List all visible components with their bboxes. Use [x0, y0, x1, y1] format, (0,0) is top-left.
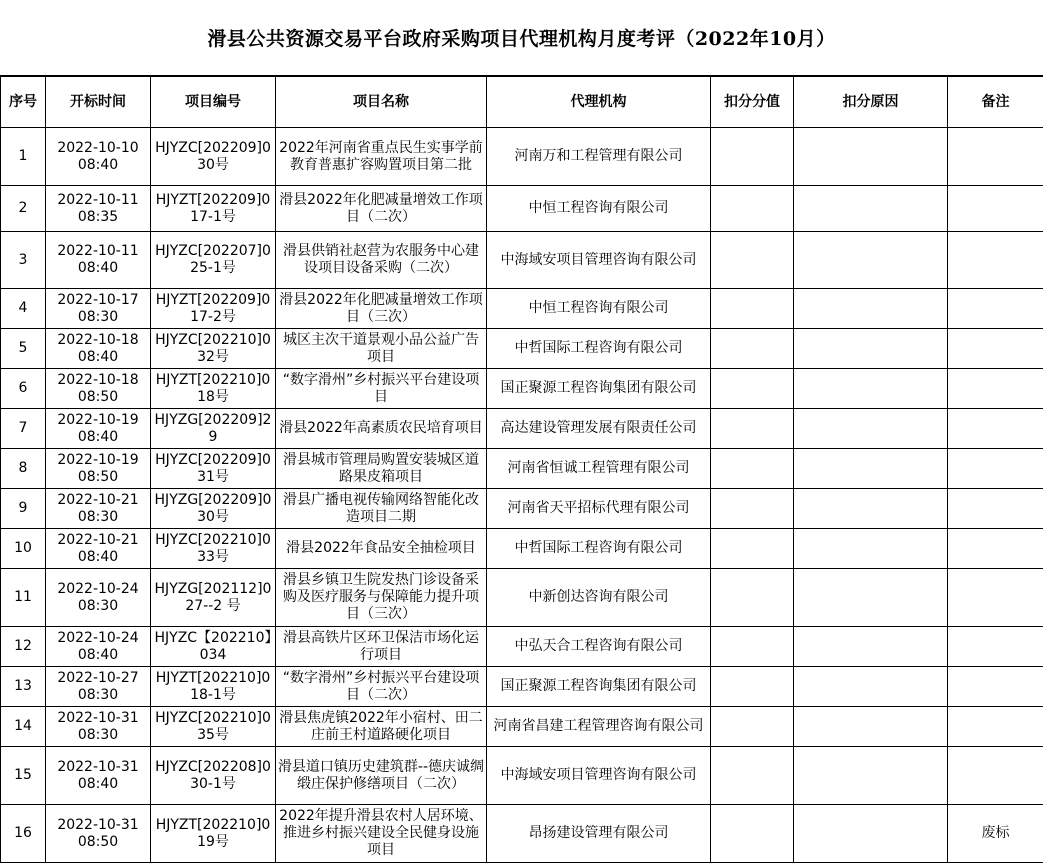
cell-reason [794, 747, 948, 805]
cell-agency: 中海域安项目管理咨询有限公司 [487, 747, 711, 805]
cell-score [711, 667, 794, 707]
cell-no: 16 [1, 805, 46, 863]
table-row [1, 747, 1043, 805]
cell-agency: 中哲国际工程咨询有限公司 [487, 329, 711, 369]
table-row [1, 569, 1043, 627]
cell-note: 废标 [948, 805, 1043, 863]
cell-clock: 08:50 [47, 389, 149, 406]
cell-agency: 昂扬建设管理有限公司 [487, 805, 711, 863]
cell-code: HJYZC[202210]032号 [151, 329, 276, 369]
cell-name: “数字滑州”乡村振兴平台建设项目（二次） [276, 667, 487, 707]
cell-score [711, 529, 794, 569]
cell-date: 2022-10-24 [47, 630, 149, 647]
cell-note [948, 529, 1043, 569]
cell-score [711, 329, 794, 369]
cell-time [46, 569, 151, 627]
cell-date: 2022-10-19 [47, 412, 149, 429]
cell-score [711, 369, 794, 409]
cell-agency: 河南省昌建工程管理咨询有限公司 [487, 707, 711, 747]
cell-clock: 08:40 [47, 260, 149, 277]
cell-date: 2022-10-31 [47, 817, 149, 834]
cell-time [46, 805, 151, 863]
cell-agency: 中恒工程咨询有限公司 [487, 289, 711, 329]
cell-clock: 08:40 [47, 429, 149, 446]
cell-code: HJYZC[202210]035号 [151, 707, 276, 747]
header-cell-name: 项目名称 [276, 77, 487, 128]
cell-reason [794, 707, 948, 747]
cell-name: 滑县道口镇历史建筑群--德庆诚绸缎庄保护修缮项目（二次） [276, 747, 487, 805]
cell-note [948, 449, 1043, 489]
cell-reason [794, 232, 948, 289]
table-row [1, 489, 1043, 529]
cell-name: 滑县2022年食品安全抽检项目 [276, 529, 487, 569]
cell-reason [794, 289, 948, 329]
cell-name: 2022年河南省重点民生实事学前教育普惠扩容购置项目第二批 [276, 128, 487, 186]
cell-clock: 08:40 [47, 647, 149, 664]
cell-time [46, 449, 151, 489]
cell-no: 9 [1, 489, 46, 529]
header-cell-no: 序号 [1, 77, 46, 128]
cell-date: 2022-10-18 [47, 372, 149, 389]
cell-note [948, 409, 1043, 449]
cell-code: HJYZG[202209]29 [151, 409, 276, 449]
table-body [1, 128, 1043, 863]
cell-date: 2022-10-11 [47, 243, 149, 260]
cell-agency: 河南万和工程管理有限公司 [487, 128, 711, 186]
table-row [1, 128, 1043, 186]
table-row [1, 369, 1043, 409]
cell-clock: 08:35 [47, 209, 149, 226]
cell-agency: 国正聚源工程咨询集团有限公司 [487, 369, 711, 409]
cell-agency: 中恒工程咨询有限公司 [487, 186, 711, 232]
cell-agency: 中新创达咨询有限公司 [487, 569, 711, 627]
cell-date: 2022-10-27 [47, 670, 149, 687]
cell-reason [794, 667, 948, 707]
cell-note [948, 329, 1043, 369]
header-cell-code: 项目编号 [151, 77, 276, 128]
cell-code: HJYZC【202210】034 [151, 627, 276, 667]
cell-code: HJYZT[202209]017-2号 [151, 289, 276, 329]
cell-time [46, 186, 151, 232]
cell-date: 2022-10-11 [47, 192, 149, 209]
cell-note [948, 369, 1043, 409]
table-row [1, 805, 1043, 863]
cell-code: HJYZT[202209]017-1号 [151, 186, 276, 232]
cell-code: HJYZT[202210]018号 [151, 369, 276, 409]
cell-reason [794, 128, 948, 186]
cell-note [948, 128, 1043, 186]
cell-score [711, 186, 794, 232]
cell-no: 11 [1, 569, 46, 627]
cell-agency: 河南省天平招标代理有限公司 [487, 489, 711, 529]
cell-no: 6 [1, 369, 46, 409]
cell-note [948, 289, 1043, 329]
cell-name: 滑县2022年化肥减量增效工作项目（二次） [276, 186, 487, 232]
table-row [1, 232, 1043, 289]
cell-time [46, 529, 151, 569]
cell-name: 2022年提升滑县农村人居环境、推进乡村振兴建设全民健身设施项目 [276, 805, 487, 863]
cell-time [46, 369, 151, 409]
cell-no: 3 [1, 232, 46, 289]
cell-reason [794, 186, 948, 232]
cell-reason [794, 329, 948, 369]
cell-reason [794, 627, 948, 667]
cell-no: 8 [1, 449, 46, 489]
cell-note [948, 747, 1043, 805]
cell-note [948, 489, 1043, 529]
cell-score [711, 627, 794, 667]
header-cell-score: 扣分分值 [711, 77, 794, 128]
cell-name: 滑县2022年化肥减量增效工作项目（三次） [276, 289, 487, 329]
page-title: 滑县公共资源交易平台政府采购项目代理机构月度考评（2022年10月） [207, 24, 835, 51]
cell-clock: 08:30 [47, 509, 149, 526]
cell-date: 2022-10-21 [47, 492, 149, 509]
cell-code: HJYZC[202207]025-1号 [151, 232, 276, 289]
cell-reason [794, 409, 948, 449]
header-cell-reason: 扣分原因 [794, 77, 948, 128]
cell-time [46, 667, 151, 707]
cell-name: 滑县广播电视传输网络智能化改造项目二期 [276, 489, 487, 529]
cell-no: 1 [1, 128, 46, 186]
cell-name: 滑县焦虎镇2022年小宿村、田二庄前王村道路硬化项目 [276, 707, 487, 747]
cell-clock: 08:50 [47, 834, 149, 851]
cell-agency: 河南省恒诚工程管理有限公司 [487, 449, 711, 489]
cell-time [46, 232, 151, 289]
table-row [1, 449, 1043, 489]
cell-code: HJYZG[202209]030号 [151, 489, 276, 529]
cell-code: HJYZG[202112]027--2 号 [151, 569, 276, 627]
cell-score [711, 289, 794, 329]
cell-date: 2022-10-17 [47, 292, 149, 309]
cell-clock: 08:30 [47, 727, 149, 744]
cell-code: HJYZC[202208]030-1号 [151, 747, 276, 805]
cell-date: 2022-10-31 [47, 710, 149, 727]
cell-code: HJYZC[202209]030号 [151, 128, 276, 186]
cell-clock: 08:40 [47, 349, 149, 366]
evaluation-table [0, 76, 1043, 863]
cell-clock: 08:30 [47, 309, 149, 326]
cell-date: 2022-10-10 [47, 140, 149, 157]
cell-name: 滑县高铁片区环卫保洁市场化运行项目 [276, 627, 487, 667]
cell-name: 滑县2022年高素质农民培育项目 [276, 409, 487, 449]
cell-score [711, 489, 794, 529]
table-row [1, 289, 1043, 329]
cell-clock: 08:30 [47, 687, 149, 704]
header-row [1, 77, 1043, 128]
cell-score [711, 128, 794, 186]
cell-clock: 08:40 [47, 157, 149, 174]
cell-date: 2022-10-24 [47, 581, 149, 598]
cell-reason [794, 805, 948, 863]
cell-note [948, 186, 1043, 232]
cell-time [46, 627, 151, 667]
cell-agency: 高达建设管理发展有限责任公司 [487, 409, 711, 449]
cell-no: 5 [1, 329, 46, 369]
cell-name: “数字滑州”乡村振兴平台建设项目 [276, 369, 487, 409]
cell-no: 4 [1, 289, 46, 329]
table-row [1, 707, 1043, 747]
cell-clock: 08:40 [47, 776, 149, 793]
cell-agency: 中哲国际工程咨询有限公司 [487, 529, 711, 569]
cell-name: 滑县乡镇卫生院发热门诊设备采购及医疗服务与保障能力提升项目（三次） [276, 569, 487, 627]
cell-date: 2022-10-19 [47, 452, 149, 469]
cell-note [948, 627, 1043, 667]
table-row [1, 627, 1043, 667]
cell-clock: 08:50 [47, 469, 149, 486]
cell-code: HJYZT[202210]019号 [151, 805, 276, 863]
cell-no: 7 [1, 409, 46, 449]
cell-no: 2 [1, 186, 46, 232]
cell-note [948, 232, 1043, 289]
cell-time [46, 747, 151, 805]
cell-no: 12 [1, 627, 46, 667]
cell-score [711, 805, 794, 863]
cell-name: 城区主次干道景观小品公益广告项目 [276, 329, 487, 369]
header-cell-agency: 代理机构 [487, 77, 711, 128]
cell-agency: 中弘天合工程咨询有限公司 [487, 627, 711, 667]
cell-time [46, 289, 151, 329]
cell-reason [794, 529, 948, 569]
cell-date: 2022-10-18 [47, 332, 149, 349]
cell-reason [794, 369, 948, 409]
cell-agency: 中海域安项目管理咨询有限公司 [487, 232, 711, 289]
table-row [1, 186, 1043, 232]
cell-score [711, 707, 794, 747]
cell-reason [794, 449, 948, 489]
title-row [0, 0, 1043, 76]
cell-date: 2022-10-21 [47, 532, 149, 549]
header-cell-note: 备注 [948, 77, 1043, 128]
cell-note [948, 569, 1043, 627]
cell-no: 14 [1, 707, 46, 747]
cell-no: 15 [1, 747, 46, 805]
header-cell-time: 开标时间 [46, 77, 151, 128]
table-row [1, 529, 1043, 569]
cell-name: 滑县城市管理局购置安装城区道路果皮箱项目 [276, 449, 487, 489]
cell-agency: 国正聚源工程咨询集团有限公司 [487, 667, 711, 707]
cell-score [711, 232, 794, 289]
cell-note [948, 707, 1043, 747]
cell-date: 2022-10-31 [47, 759, 149, 776]
cell-score [711, 409, 794, 449]
cell-score [711, 449, 794, 489]
cell-time [46, 489, 151, 529]
cell-score [711, 747, 794, 805]
cell-time [46, 329, 151, 369]
cell-note [948, 667, 1043, 707]
cell-no: 13 [1, 667, 46, 707]
table-row [1, 667, 1043, 707]
cell-time [46, 409, 151, 449]
cell-no: 10 [1, 529, 46, 569]
cell-clock: 08:40 [47, 549, 149, 566]
cell-time [46, 128, 151, 186]
cell-clock: 08:30 [47, 598, 149, 615]
table-row [1, 409, 1043, 449]
cell-code: HJYZC[202209]031号 [151, 449, 276, 489]
cell-reason [794, 569, 948, 627]
table-row [1, 329, 1043, 369]
cell-time [46, 707, 151, 747]
cell-code: HJYZC[202210]033号 [151, 529, 276, 569]
cell-code: HJYZT[202210]018-1号 [151, 667, 276, 707]
cell-score [711, 569, 794, 627]
cell-name: 滑县供销社赵营为农服务中心建设项目设备采购（二次） [276, 232, 487, 289]
cell-reason [794, 489, 948, 529]
